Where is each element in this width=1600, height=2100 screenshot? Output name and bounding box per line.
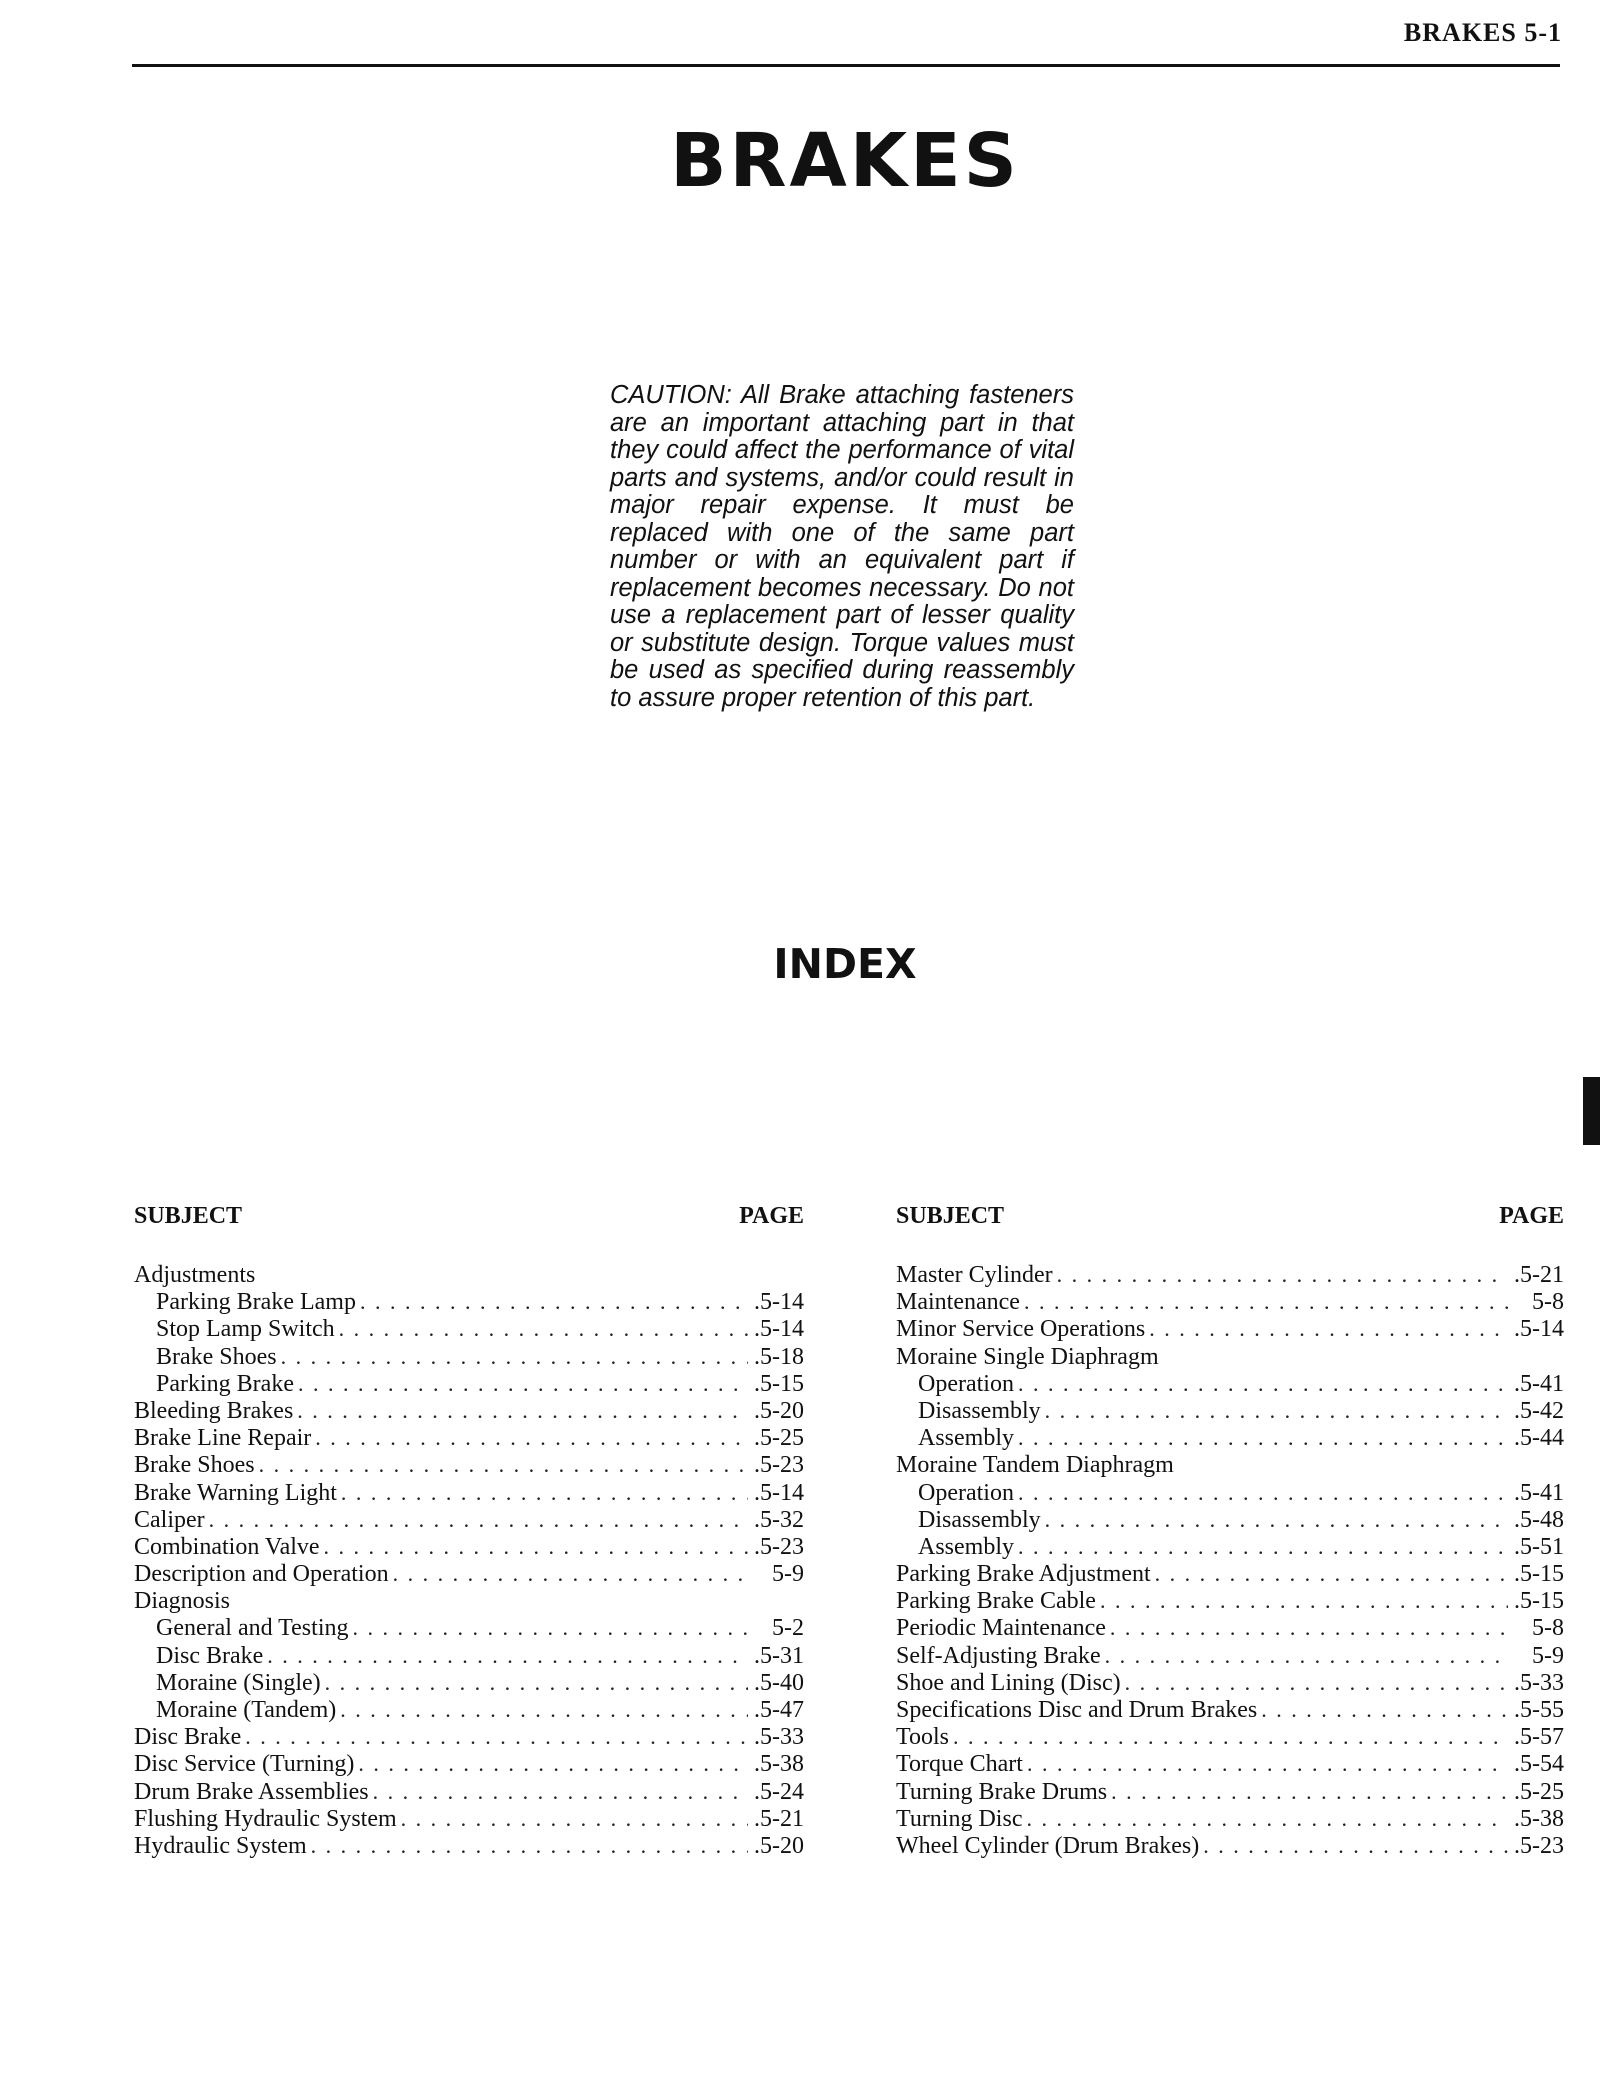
entry-subject: Parking Brake Adjustment xyxy=(896,1561,1151,1588)
index-entry xyxy=(896,1316,1564,1343)
entry-subject: Turning Disc xyxy=(896,1805,1023,1832)
entry-subject: Operation xyxy=(918,1370,1014,1397)
entry-subject: Disassembly xyxy=(918,1506,1041,1533)
entry-subject: Diagnosis xyxy=(134,1588,230,1615)
index-list-right xyxy=(896,1262,1564,1860)
entry-subject: Parking Brake Lamp xyxy=(156,1289,356,1316)
entry-page: .5-20 xyxy=(754,1832,804,1859)
column-header xyxy=(896,1196,1564,1236)
dot-leader xyxy=(340,1697,748,1723)
entry-page: .5-23 xyxy=(1514,1832,1564,1859)
index-entry xyxy=(896,1425,1564,1452)
index-entry xyxy=(134,1371,804,1398)
dot-leader xyxy=(209,1507,748,1533)
entry-subject: Combination Valve xyxy=(134,1533,320,1560)
entry-subject: Parking Brake Cable xyxy=(896,1588,1096,1615)
index-entry xyxy=(896,1779,1564,1806)
index-entry xyxy=(896,1615,1564,1642)
dot-leader xyxy=(267,1643,748,1669)
dot-leader xyxy=(325,1670,748,1696)
dot-leader xyxy=(373,1779,748,1805)
dot-leader xyxy=(1261,1697,1508,1723)
index-entry xyxy=(896,1480,1564,1507)
index-entry xyxy=(134,1534,804,1561)
index-entry xyxy=(134,1561,804,1588)
index-entry xyxy=(134,1833,804,1860)
dot-leader xyxy=(311,1833,748,1859)
entry-subject: Flushing Hydraulic System xyxy=(134,1805,397,1832)
entry-page: .5-15 xyxy=(1514,1588,1564,1615)
entry-page: .5-33 xyxy=(754,1724,804,1751)
entry-subject: Turning Brake Drums xyxy=(896,1778,1108,1805)
section-tab-marker xyxy=(1583,1077,1600,1145)
index-list-left xyxy=(134,1262,804,1860)
index-entry xyxy=(896,1344,1564,1371)
dot-leader xyxy=(1125,1670,1508,1696)
entry-page: .5-25 xyxy=(1514,1778,1564,1805)
entry-page: .5-40 xyxy=(754,1669,804,1696)
entry-page: .5-33 xyxy=(1514,1669,1564,1696)
dot-leader xyxy=(298,1371,748,1397)
entry-page: .5-14 xyxy=(754,1289,804,1316)
entry-subject: Caliper xyxy=(134,1506,205,1533)
dot-leader xyxy=(1026,1806,1508,1832)
dot-leader xyxy=(1111,1779,1508,1805)
dot-leader xyxy=(1057,1262,1508,1288)
entry-subject: Hydraulic System xyxy=(134,1832,307,1859)
dot-leader xyxy=(352,1615,748,1641)
dot-leader xyxy=(360,1289,748,1315)
entry-subject: Shoe and Lining (Disc) xyxy=(896,1669,1121,1696)
page-header: PAGE xyxy=(1499,1202,1564,1229)
entry-subject: Adjustments xyxy=(134,1262,256,1288)
entry-page: .5-41 xyxy=(1514,1479,1564,1506)
index-entry xyxy=(896,1724,1564,1751)
entry-subject: Parking Brake xyxy=(156,1370,294,1397)
column-header xyxy=(134,1196,804,1236)
entry-subject: Specifications Disc and Drum Brakes xyxy=(896,1697,1258,1723)
entry-subject: Brake Shoes xyxy=(134,1452,255,1479)
entry-page: 5-8 xyxy=(1532,1289,1564,1316)
entry-page: .5-21 xyxy=(1514,1262,1564,1288)
entry-page: .5-48 xyxy=(1514,1506,1564,1533)
entry-subject: Brake Warning Light xyxy=(134,1479,337,1506)
entry-subject: Periodic Maintenance xyxy=(896,1615,1106,1642)
dot-leader xyxy=(324,1534,748,1560)
dot-leader xyxy=(1105,1643,1508,1669)
entry-subject: Self-Adjusting Brake xyxy=(896,1642,1101,1669)
entry-page: .5-44 xyxy=(1514,1425,1564,1452)
entry-subject: Stop Lamp Switch xyxy=(156,1316,335,1343)
entry-page: .5-47 xyxy=(754,1697,804,1723)
entry-subject: Moraine Single Diaphragm xyxy=(896,1343,1159,1370)
entry-subject: Brake Shoes xyxy=(156,1343,277,1370)
entry-page: .5-14 xyxy=(754,1316,804,1343)
entry-subject: Torque Chart xyxy=(896,1751,1023,1778)
dot-leader xyxy=(953,1724,1508,1750)
dot-leader xyxy=(1024,1289,1508,1315)
entry-page: .5-51 xyxy=(1514,1533,1564,1560)
index-entry xyxy=(134,1615,804,1642)
entry-subject: Disc Brake xyxy=(156,1642,264,1669)
entry-page: .5-23 xyxy=(754,1533,804,1560)
index-entry xyxy=(134,1697,804,1724)
entry-page: .5-41 xyxy=(1514,1370,1564,1397)
index-entry xyxy=(896,1262,1564,1289)
index-entry xyxy=(896,1534,1564,1561)
entry-page: .5-18 xyxy=(754,1343,804,1370)
dot-leader xyxy=(1018,1425,1508,1451)
entry-page: 5-2 xyxy=(772,1615,804,1642)
index-entry xyxy=(896,1507,1564,1534)
dot-leader xyxy=(358,1751,748,1777)
entry-page: .5-31 xyxy=(754,1642,804,1669)
dot-leader xyxy=(315,1425,748,1451)
index-entry xyxy=(896,1371,1564,1398)
dot-leader xyxy=(1155,1561,1508,1587)
header-rule xyxy=(132,64,1560,67)
dot-leader xyxy=(1045,1398,1508,1424)
dot-leader xyxy=(1100,1588,1508,1614)
index-entry xyxy=(134,1398,804,1425)
index-entry xyxy=(134,1262,804,1289)
dot-leader xyxy=(1018,1480,1508,1506)
entry-page: .5-14 xyxy=(754,1479,804,1506)
dot-leader xyxy=(1110,1615,1508,1641)
entry-subject: Description and Operation xyxy=(134,1561,389,1588)
entry-subject: Maintenance xyxy=(896,1289,1020,1316)
index-entry xyxy=(896,1697,1564,1724)
caution-notice: CAUTION: All Brake attaching fasteners are an important attaching part in that they could affect the performance of vital parts and systems, and/or could result in major repair expense. It must be replaced with one of the same part number or with an equivalent part if replacement becomes necessary. Do not use a replacement part of lesser quality or substitute design. Torque values must be used as specified during reassembly to assure proper retention of this part. xyxy=(610,381,1074,712)
entry-page: 5-9 xyxy=(772,1561,804,1588)
dot-leader xyxy=(401,1806,748,1832)
index-entry xyxy=(896,1289,1564,1316)
index-entry xyxy=(134,1643,804,1670)
index-entry xyxy=(134,1588,804,1615)
index-title: INDEX xyxy=(773,940,917,988)
dot-leader xyxy=(339,1316,748,1342)
index-column-left xyxy=(134,1196,804,1860)
index-entry xyxy=(134,1425,804,1452)
dot-leader xyxy=(1149,1316,1508,1342)
entry-page: .5-42 xyxy=(1514,1397,1564,1424)
running-head: BRAKES 5-1 xyxy=(1403,18,1562,47)
entry-subject: Bleeding Brakes xyxy=(134,1397,294,1424)
entry-subject: Moraine (Single) xyxy=(156,1669,321,1696)
entry-page: .5-21 xyxy=(754,1805,804,1832)
index-entry xyxy=(134,1316,804,1343)
entry-page: .5-14 xyxy=(1514,1316,1564,1343)
dot-leader xyxy=(393,1561,748,1587)
index-entry xyxy=(134,1344,804,1371)
entry-page: .5-20 xyxy=(754,1397,804,1424)
entry-page: .5-25 xyxy=(754,1425,804,1452)
entry-page: .5-15 xyxy=(754,1370,804,1397)
index-entry xyxy=(134,1670,804,1697)
entry-subject: Disassembly xyxy=(918,1397,1041,1424)
dot-leader xyxy=(341,1480,748,1506)
entry-page: .5-32 xyxy=(754,1506,804,1533)
entry-subject: General and Testing xyxy=(156,1615,349,1642)
dot-leader xyxy=(1018,1371,1508,1397)
page-title: BRAKES xyxy=(670,118,1020,204)
index-entry xyxy=(134,1480,804,1507)
dot-leader xyxy=(245,1724,748,1750)
index-entry xyxy=(134,1806,804,1833)
entry-subject: Moraine Tandem Diaphragm xyxy=(896,1452,1174,1479)
entry-subject: Operation xyxy=(918,1479,1014,1506)
entry-page: .5-57 xyxy=(1514,1724,1564,1751)
index-entry xyxy=(134,1507,804,1534)
entry-subject: Assembly xyxy=(918,1425,1014,1452)
entry-subject: Disc Service (Turning) xyxy=(134,1751,355,1778)
index-column-right xyxy=(896,1196,1564,1860)
entry-subject: Master Cylinder xyxy=(896,1262,1053,1288)
index-entry xyxy=(134,1779,804,1806)
index-entry xyxy=(896,1561,1564,1588)
subject-header: SUBJECT xyxy=(134,1202,243,1229)
dot-leader xyxy=(297,1398,748,1424)
entry-subject: Assembly xyxy=(918,1533,1014,1560)
index-entry xyxy=(134,1724,804,1751)
dot-leader xyxy=(1203,1833,1508,1859)
index-entry xyxy=(896,1398,1564,1425)
entry-page: 5-8 xyxy=(1532,1615,1564,1642)
index-entry xyxy=(896,1643,1564,1670)
entry-page: .5-38 xyxy=(754,1751,804,1778)
entry-subject: Disc Brake xyxy=(134,1724,242,1751)
entry-page: 5-9 xyxy=(1532,1642,1564,1669)
entry-page: .5-23 xyxy=(754,1452,804,1479)
entry-page: .5-15 xyxy=(1514,1561,1564,1588)
subject-header: SUBJECT xyxy=(896,1202,1005,1229)
entry-page: .5-38 xyxy=(1514,1805,1564,1832)
index-entry xyxy=(134,1289,804,1316)
dot-leader xyxy=(1027,1751,1508,1777)
entry-subject: Drum Brake Assemblies xyxy=(134,1778,369,1805)
entry-page: .5-54 xyxy=(1514,1751,1564,1778)
index-entry xyxy=(896,1751,1564,1778)
entry-page: .5-24 xyxy=(754,1778,804,1805)
entry-subject: Tools xyxy=(896,1724,949,1751)
index-entry xyxy=(896,1452,1564,1479)
entry-subject: Brake Line Repair xyxy=(134,1425,312,1452)
dot-leader xyxy=(1045,1507,1508,1533)
index-entry xyxy=(896,1588,1564,1615)
entry-subject: Moraine (Tandem) xyxy=(156,1697,337,1723)
dot-leader xyxy=(259,1452,748,1478)
index-entry xyxy=(896,1670,1564,1697)
index-entry xyxy=(896,1806,1564,1833)
entry-subject: Minor Service Operations xyxy=(896,1316,1146,1343)
dot-leader xyxy=(281,1344,748,1370)
index-entry xyxy=(134,1452,804,1479)
entry-page: .5-55 xyxy=(1514,1697,1564,1723)
index-entry xyxy=(896,1833,1564,1860)
page-header: PAGE xyxy=(739,1202,804,1229)
index-entry xyxy=(134,1751,804,1778)
dot-leader xyxy=(1018,1534,1508,1560)
entry-subject: Wheel Cylinder (Drum Brakes) xyxy=(896,1832,1200,1859)
